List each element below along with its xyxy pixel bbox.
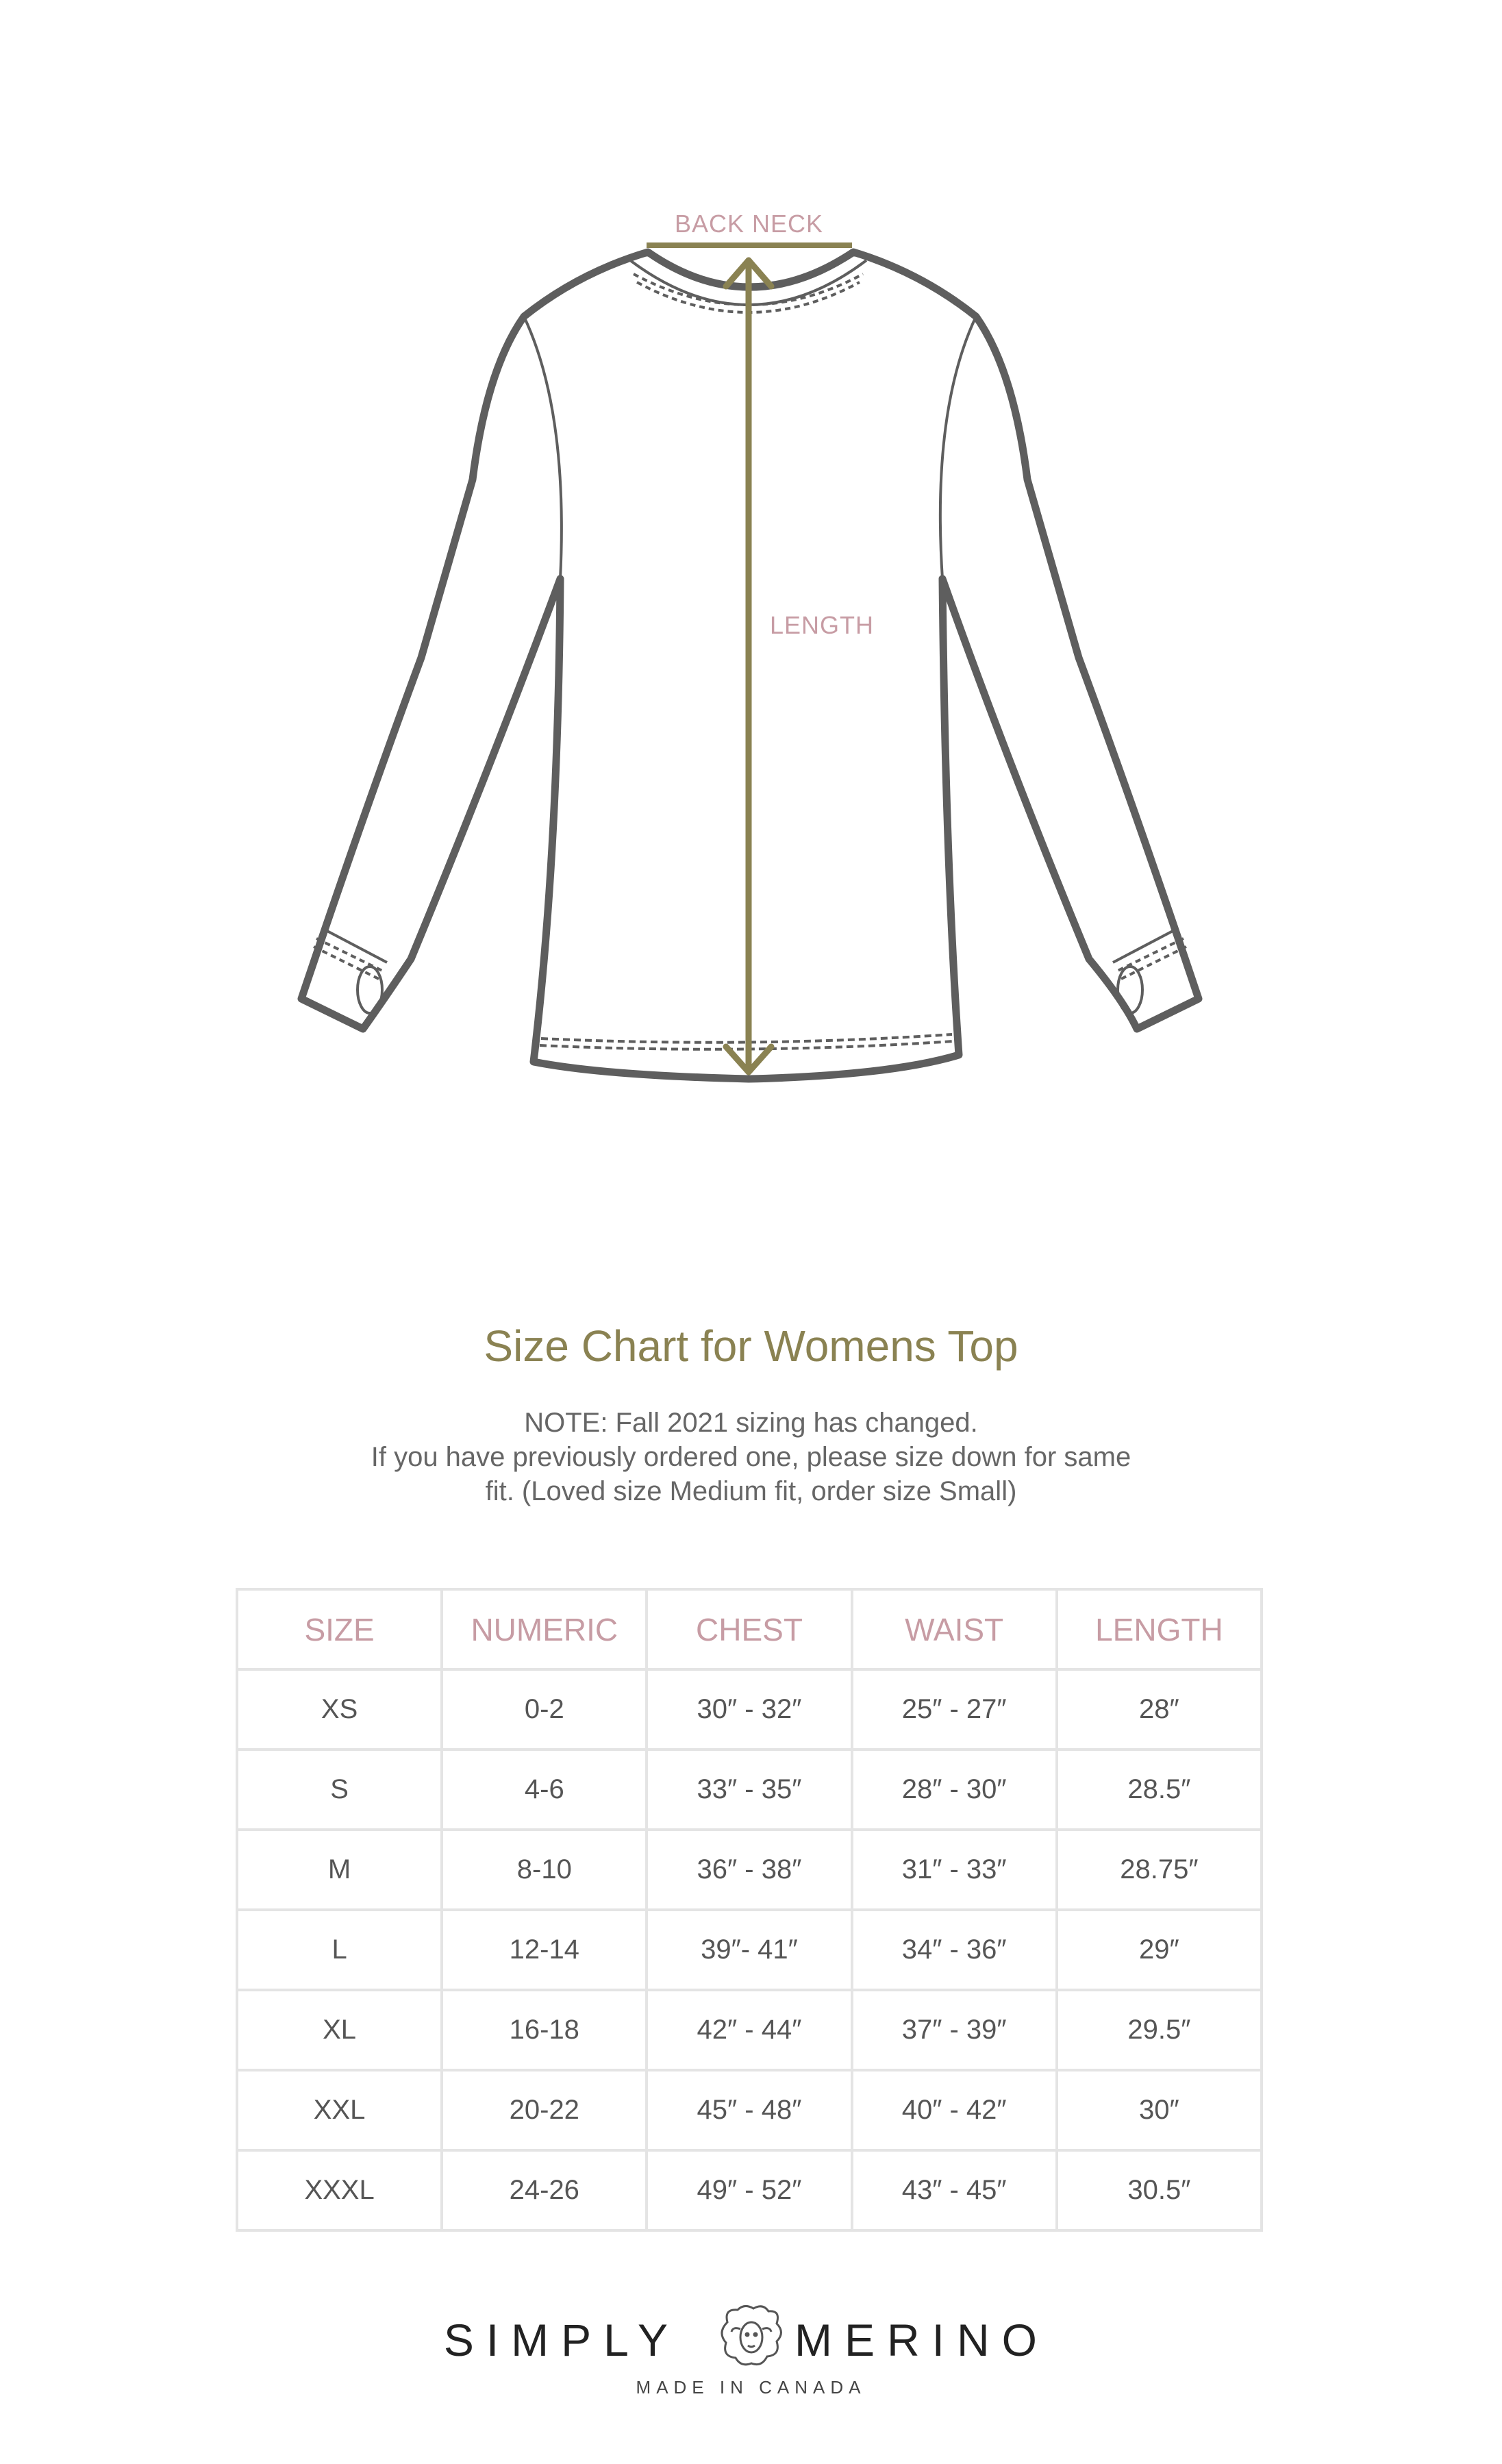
cell-waist: 43″ - 45″ [852, 2150, 1057, 2230]
cell-waist: 28″ - 30″ [852, 1750, 1057, 1830]
brand-word-left: SIMPLY [443, 2315, 680, 2365]
cell-waist: 31″ - 33″ [852, 1830, 1057, 1910]
cell-chest: 39″- 41″ [647, 1910, 851, 1990]
header-size: SIZE [237, 1589, 442, 1669]
cell-numeric: 4-6 [442, 1750, 647, 1830]
page-title: Size Chart for Womens Top [484, 1321, 1018, 1371]
cell-size: S [237, 1750, 442, 1830]
header-waist: WAIST [852, 1589, 1057, 1669]
cell-length: 28.5″ [1057, 1750, 1262, 1830]
cell-size: XXXL [237, 2150, 442, 2230]
cell-chest: 33″ - 35″ [647, 1750, 851, 1830]
cell-length: 28.75″ [1057, 1830, 1262, 1910]
cell-length: 29.5″ [1057, 1990, 1262, 2070]
brand-logo [0, 2302, 1502, 2370]
table-row [237, 2150, 1262, 2230]
header-chest: CHEST [647, 1589, 851, 1669]
left-armhole-seam [524, 316, 562, 579]
sheep-icon [700, 2302, 803, 2370]
brand-tagline: MADE IN CANADA [636, 2377, 866, 2398]
note-line-2: If you have previously ordered one, please size down for same [371, 1442, 1131, 1472]
cell-waist: 34″ - 36″ [852, 1910, 1057, 1990]
header-length: LENGTH [1057, 1589, 1262, 1669]
table-row [237, 1830, 1262, 1910]
table-header-row [237, 1589, 1262, 1669]
cell-chest: 36″ - 38″ [647, 1830, 851, 1910]
cell-length: 28″ [1057, 1669, 1262, 1750]
cell-numeric: 12-14 [442, 1910, 647, 1990]
note-line-1: NOTE: Fall 2021 sizing has changed. [524, 1408, 978, 1438]
cell-numeric: 16-18 [442, 1990, 647, 2070]
table-row [237, 1669, 1262, 1750]
cell-length: 30.5″ [1057, 2150, 1262, 2230]
length-arrow [726, 260, 771, 1072]
cell-chest: 42″ - 44″ [647, 1990, 851, 2070]
cell-waist: 40″ - 42″ [852, 2070, 1057, 2150]
sizing-note [274, 1406, 1228, 1508]
cell-size: L [237, 1910, 442, 1990]
cell-size: M [237, 1830, 442, 1910]
cell-size: XXL [237, 2070, 442, 2150]
length-label: LENGTH [770, 611, 875, 639]
cell-length: 30″ [1057, 2070, 1262, 2150]
cell-numeric: 20-22 [442, 2070, 647, 2150]
brand-word-right: MERINO [794, 2315, 1049, 2365]
cell-chest: 30″ - 32″ [647, 1669, 851, 1750]
back-neck-label: BACK NECK [675, 210, 824, 238]
cell-chest: 45″ - 48″ [647, 2070, 851, 2150]
cell-numeric: 24-26 [442, 2150, 647, 2230]
table-row [237, 1750, 1262, 1830]
table-row [237, 1910, 1262, 1990]
note-line-3: fit. (Loved size Medium fit, order size Small) [485, 1476, 1017, 1506]
cell-numeric: 0-2 [442, 1669, 647, 1750]
cell-size: XS [237, 1669, 442, 1750]
right-armhole-seam [940, 316, 976, 579]
cell-waist: 25″ - 27″ [852, 1669, 1057, 1750]
cell-numeric: 8-10 [442, 1830, 647, 1910]
table-row [237, 2070, 1262, 2150]
size-table [236, 1588, 1263, 2232]
cell-waist: 37″ - 39″ [852, 1990, 1057, 2070]
table-row [237, 1990, 1262, 2070]
cell-chest: 49″ - 52″ [647, 2150, 851, 2230]
garment-diagram [0, 0, 1502, 1165]
cell-size: XL [237, 1990, 442, 2070]
cell-length: 29″ [1057, 1910, 1262, 1990]
header-numeric: NUMERIC [442, 1589, 647, 1669]
